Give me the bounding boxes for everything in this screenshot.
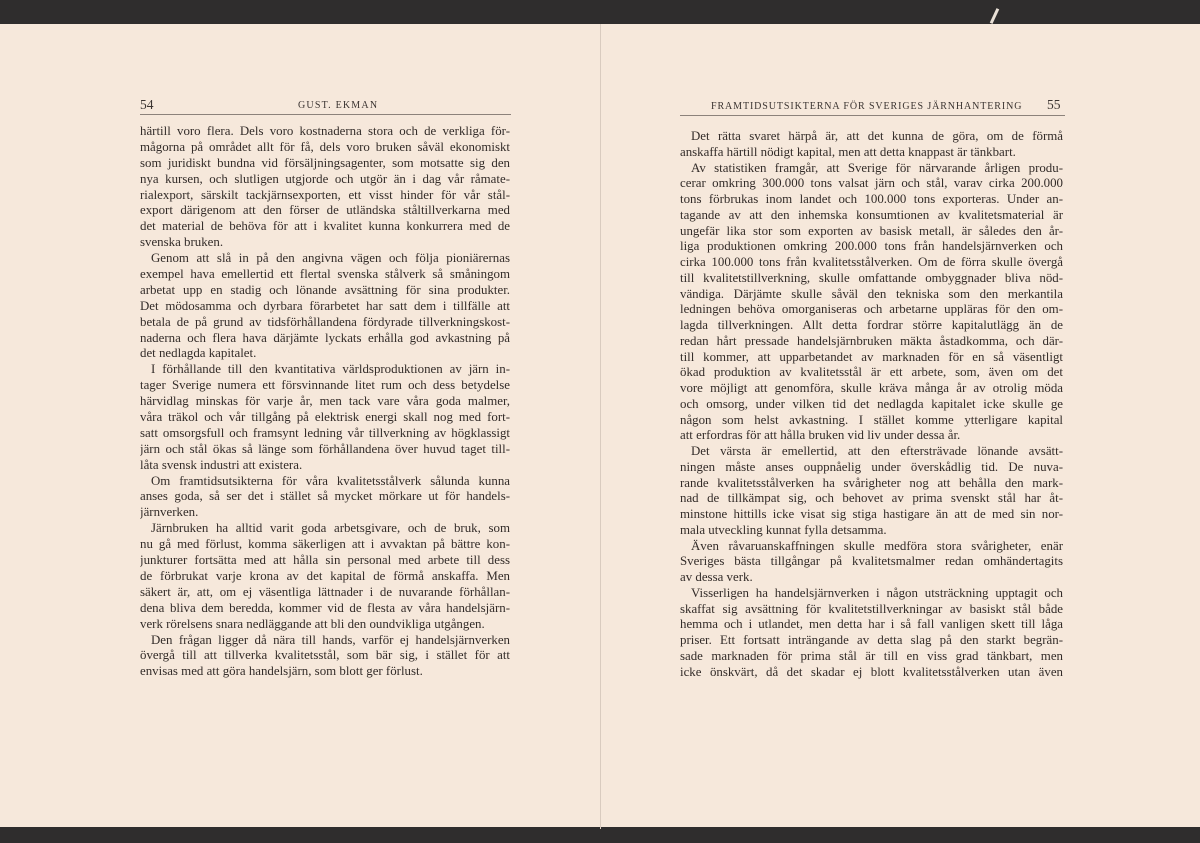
text-line: järnverken. — [140, 505, 199, 520]
paragraph — [140, 633, 510, 681]
text-line: tons förbrukas inom landet och 100.000 tons exporteras. Under an- — [680, 192, 1063, 206]
text-line: ungefär lika stor som exporten av basisk metall, är således den år- — [680, 223, 1063, 238]
text-line: tager Sverige numera ett försvinnande litet rum och dess betydelse — [140, 378, 510, 393]
paragraph — [680, 444, 1063, 539]
text-line: det nedlagda kapitalet. — [140, 346, 257, 361]
text-line: nad de tillkämpat sig, och behovet av prima svenskt stål har åt- — [680, 491, 1063, 506]
text-line: Det värsta är emellertid, att den eftersträvade lönande avsätt- — [691, 444, 1063, 458]
text-line: ningen måste anses ouppnåelig under överskådlig tid. De nuva- — [680, 459, 1063, 474]
text-line: härvidlag minskas för varje år, men tack vare våra goda malmer, — [140, 394, 510, 409]
left-body-text — [140, 124, 510, 680]
text-line: Visserligen ha handelsjärnverken i någon utsträckning upptagit och — [691, 585, 1063, 600]
text-line: Om framtidsutsikterna för våra kvalitetsstålverk sålunda kunna — [151, 473, 510, 488]
text-line: anses goda, så ser det i stället så mycket mörkare ut för handels- — [140, 489, 510, 504]
text-line: Även råvaruanskaffningen skulle medföra stora svårigheter, enär — [691, 538, 1063, 553]
text-line: nya kursen, och slutligen utgjorde och utgör än i dag vår råmate- — [140, 171, 510, 186]
text-line: mala utveckling kunnat fylla detsamma. — [680, 522, 887, 537]
text-line: säkert är, att, om ej väsentliga lättnader i de nuvarande förhållan- — [140, 584, 510, 599]
text-line: Det mödosamma och dyrbara förarbetet har satt dem i tillfälle att — [140, 298, 510, 313]
text-line: vändiga. Därjämte skulle såväl den tekniska som den merkantila — [680, 286, 1063, 301]
paragraph — [680, 129, 1063, 161]
text-line: dena bliva dem beredda, kommer vid de flesta av våra handelsjärn- — [140, 600, 510, 615]
book-gutter — [600, 24, 601, 829]
text-line: arbetat upp en stadig och lönande avsättning för sina produkter. — [140, 282, 510, 297]
right-page-number: 55 — [1047, 97, 1061, 112]
text-line: ledningen behöva omorganiseras och arbetarne uppläras för den om- — [680, 302, 1063, 317]
text-line: våra träkol och vår tillgång på elektrisk energi skall nog med fort- — [140, 410, 510, 425]
text-line: någon som helst avkastning. I stället komme ytterligare kapital — [680, 412, 1063, 427]
text-line: som juridiskt bundna vid försäljningsagenter, som motsatte sig den — [140, 155, 510, 170]
paragraph — [140, 474, 510, 522]
text-line: rande kvalitetsstålverken ha svårigheter nog att behålla den mark- — [680, 475, 1063, 490]
text-line: svenska bruken. — [140, 235, 224, 250]
right-running-head: FRAMTIDSUTSIKTERNA FÖR SVERIGES JÄRNHANTERING — [711, 101, 1023, 112]
text-line: tagande av att den inhemska konsumtionen av kvalitetsmaterial är — [680, 207, 1063, 222]
text-line: Sveriges bästa tillgångar på kvalitetsmalmer redan omhändertagits — [680, 554, 1063, 569]
paragraph — [140, 251, 510, 362]
text-line: priser. Ett fortsatt inträngande av detta slag på den starkt begrän- — [680, 633, 1063, 647]
paragraph — [140, 362, 510, 473]
text-line: exempel hava emellertid ett flertal svenska stålverk så småningom — [140, 267, 510, 282]
text-line: junkturer fortsätta med att hålla sin personal med arbete till dess — [140, 553, 510, 568]
text-line: vore möjligt att genomföra, skulle kräva många år av otrolig möda — [680, 381, 1063, 395]
text-line: Av statistiken framgår, att Sverige för närvarande årligen produ- — [691, 160, 1063, 175]
text-line: Det rätta svaret härpå är, att det kunna de göra, om de förmå — [691, 129, 1063, 143]
paragraph — [140, 521, 510, 632]
text-line: icke önskvärt, då det skadar ej blott kvalitetsstålverken utan även — [680, 664, 1063, 679]
text-line: satt omsorgsfull och framsynt ledning vår tillverkning av högklassigt — [140, 425, 510, 440]
text-line: anskaffa härtill nödigt kapital, men att detta knappast är tänkbart. — [680, 144, 1016, 159]
text-line: Den frågan ligger då nära till hands, varför ej handelsjärnverken — [151, 632, 510, 647]
text-line: naderna och flera hava därjämte lyckats erhålla god avkastning på — [140, 330, 510, 345]
left-page-number: 54 — [140, 97, 154, 112]
paragraph — [140, 124, 510, 251]
text-line: cerar omkring 300.000 tons valsat järn och stål, varav cirka 200.000 — [680, 176, 1063, 191]
paragraph — [680, 539, 1063, 586]
text-line: hemma och i utlandet, men detta har i så fall vanligen skett till låga — [680, 617, 1063, 632]
text-line: export därigenom att den förser de utländska ståltillverkarna med — [140, 203, 510, 218]
text-line: liga produktionen omkring 200.000 tons från handelsjärnverken och — [680, 239, 1063, 254]
text-line: och omsorg, under vilken tid det nedlagda kapitalet icke skulle ge — [680, 396, 1063, 411]
right-body-text — [680, 129, 1063, 680]
left-header-rule — [140, 114, 511, 115]
text-line: härtill voro flera. Dels voro kostnaderna stora och de verkliga för- — [140, 124, 510, 138]
text-line: betala de på grund av tidsförhållandena fördyrade tillverkningskost- — [140, 314, 510, 329]
text-line: sade marknaden för prima stål är till en viss grad tänkbart, men — [680, 648, 1063, 663]
right-header-rule — [680, 115, 1065, 116]
text-line: ökad produktion av kvalitetsstål är ett arbete, som, även om det — [680, 365, 1063, 380]
text-line: minstone hittills icke visat sig stiga hastigare än att de med sin nor- — [680, 507, 1063, 521]
text-line: järn och stål ökas så länge som förhållandena över huvud taget till- — [140, 441, 510, 456]
text-line: de förbrukat varje krona av det kapital de förmå anskaffa. Men — [140, 568, 510, 583]
text-line: Genom att slå in på den angivna vägen och följa pioniärernas — [151, 251, 510, 266]
text-line: det material de behöva för att i kvalitet kunna konkurrera med de — [140, 219, 510, 234]
text-line: Järnbruken ha alltid varit goda arbetsgivare, och de bruk, som — [151, 521, 510, 536]
left-running-head: GUST. EKMAN — [298, 100, 379, 111]
text-line: skaffat sig avsättning för kvalitetstillverkningar av basiskt stål både — [680, 601, 1063, 616]
text-line: envisas med att göra handelsjärn, som blott ger förlust. — [140, 664, 423, 679]
text-line: till kvalitetstillverkning, skulle omfattande ombyggnader bliva nöd- — [680, 270, 1063, 285]
paragraph — [680, 161, 1063, 445]
text-line: nu gå med förlust, komma säkerligen att i avvaktan på bättre kon- — [140, 537, 510, 552]
text-line: att erfordras för att hålla bruken vid liv under dessa år. — [680, 428, 961, 443]
paper-tear-mark — [990, 8, 999, 24]
text-line: rialexport, särskilt tackjärnsexporten, ett visst hinder för vår stål- — [140, 187, 510, 202]
paragraph — [680, 586, 1063, 681]
text-line: I förhållande till den kvantitativa världsproduktionen av järn in- — [151, 362, 510, 377]
text-line: verk rörelsens snara nedläggande att bli den oundvikliga utgången. — [140, 616, 485, 631]
text-line: mågorna på området allt för få, dels voro bruken såväl ekonomiskt — [140, 139, 510, 154]
text-line: av dessa verk. — [680, 570, 753, 584]
text-line: lagda tillverkningen. Allt detta fordrar större kapitalutlägg än de — [680, 318, 1063, 332]
text-line: redan hårt pressade handelsjärnbruken mäkta åstadkomma, och där- — [680, 333, 1063, 348]
text-line: övergå till att tillverka kvalitetsstål, som bär sig, i stället för att — [140, 648, 510, 663]
text-line: låta svensk industri att existera. — [140, 457, 303, 472]
text-line: till kommer, att upparbetandet av marknaden för en så väsentligt — [680, 349, 1063, 364]
text-line: cirka 100.000 tons från kvalitetsstålverken. Om de förra skulle övergå — [680, 255, 1063, 269]
